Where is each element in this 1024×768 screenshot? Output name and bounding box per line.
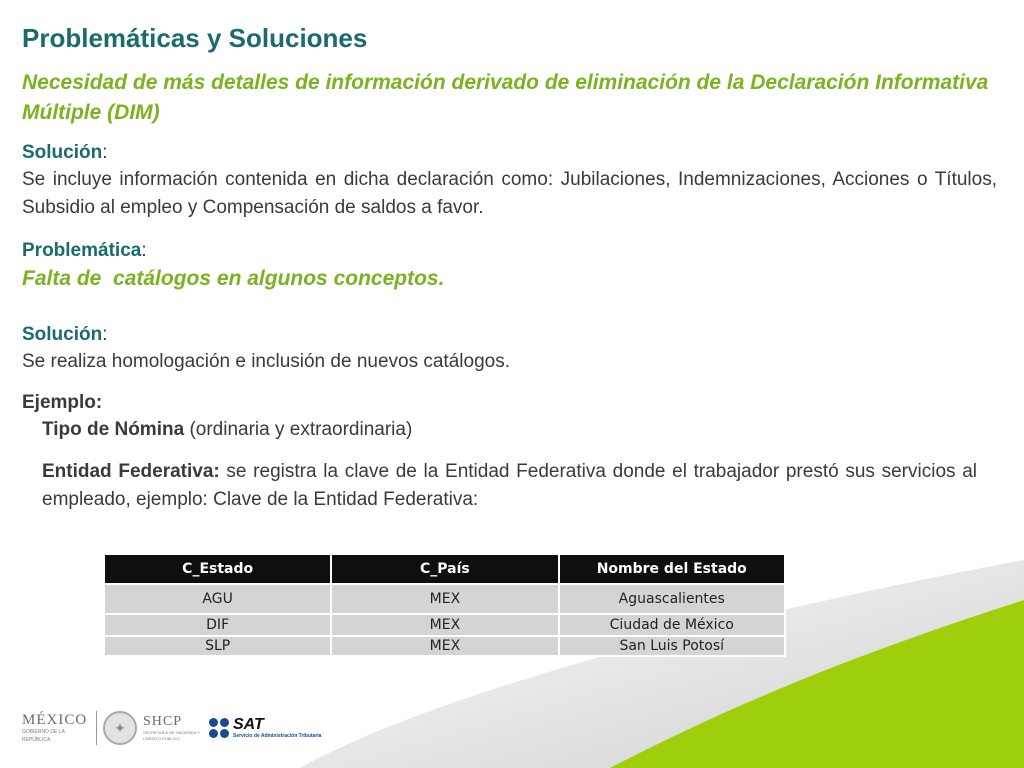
solution-1-heading: Solución: — [22, 142, 108, 163]
problem-heading: Problemática: — [22, 240, 147, 261]
example-block — [22, 390, 997, 514]
slide-subtitle: Necesidad de más detalles de información derivado de eliminación de la Declaración Informativa Múltiple (DIM) — [22, 71, 989, 124]
sat-logo-icon — [209, 718, 229, 738]
table-cell: AGU — [104, 584, 331, 614]
solution-2-text: Se realiza homologación e inclusión de nuevos catálogos. — [22, 351, 510, 372]
problem-block — [22, 238, 997, 294]
mexico-logo — [22, 712, 90, 744]
slide-content — [22, 20, 997, 514]
mexico-logo-subtext: GOBIERNO DE LA REPÚBLICA — [22, 729, 65, 743]
solution-1-text: Se incluye información contenida en dicha declaración como: Jubilaciones, Indemnizaciones, Acciones o Títulos, Subsidio al empleo y Compensación de saldos a favor. — [22, 169, 997, 218]
table-row — [104, 636, 785, 656]
table-header-cell: Nombre del Estado — [559, 554, 786, 584]
mexico-seal-icon: ✦ — [103, 711, 137, 745]
shcp-logo-subtext: SECRETARÍA DE HACIENDA Y CRÉDITO PÚBLICO — [143, 730, 200, 741]
solution-2-heading: Solución: — [22, 324, 108, 345]
example-heading: Ejemplo: — [22, 392, 103, 413]
table-cell: Aguascalientes — [559, 584, 786, 614]
entidad-federativa-paragraph: Entidad Federativa: se registra la clave de la Entidad Federativa donde el trabajador prestó sus servicios al empleado, ejemplo: Clave de la Entidad Federativa: — [42, 461, 977, 510]
sat-logo — [209, 717, 321, 740]
tipo-nomina-line: Tipo de Nómina (ordinaria y extraordinaria) — [42, 419, 413, 440]
table-header-cell: C_Estado — [104, 554, 331, 584]
table-row — [104, 614, 785, 636]
slide-title: Problemáticas y Soluciones — [22, 23, 368, 53]
footer-divider — [96, 711, 97, 745]
estado-catalog-table — [103, 553, 786, 657]
table-cell: MEX — [331, 584, 558, 614]
footer-logos — [22, 706, 342, 750]
solution-1-block — [22, 140, 997, 222]
sat-logo-subtext: Servicio de Administración Tributaria — [233, 732, 322, 739]
table-cell: Ciudad de México — [559, 614, 786, 636]
sat-logo-text: SAT — [233, 715, 264, 733]
mexico-logo-text: MÉXICO — [22, 712, 88, 728]
table-cell: DIF — [104, 614, 331, 636]
table-header-row — [104, 554, 785, 584]
shcp-logo — [143, 714, 203, 742]
table-cell: San Luis Potosí — [559, 636, 786, 656]
shcp-logo-text: SHCP — [143, 714, 183, 729]
table-row — [104, 584, 785, 614]
table-header-cell: C_País — [331, 554, 558, 584]
table-cell: MEX — [331, 614, 558, 636]
solution-2-block — [22, 322, 997, 376]
table-cell: MEX — [331, 636, 558, 656]
problem-text: Falta de catálogos en algunos conceptos. — [22, 267, 445, 290]
table-cell: SLP — [104, 636, 331, 656]
